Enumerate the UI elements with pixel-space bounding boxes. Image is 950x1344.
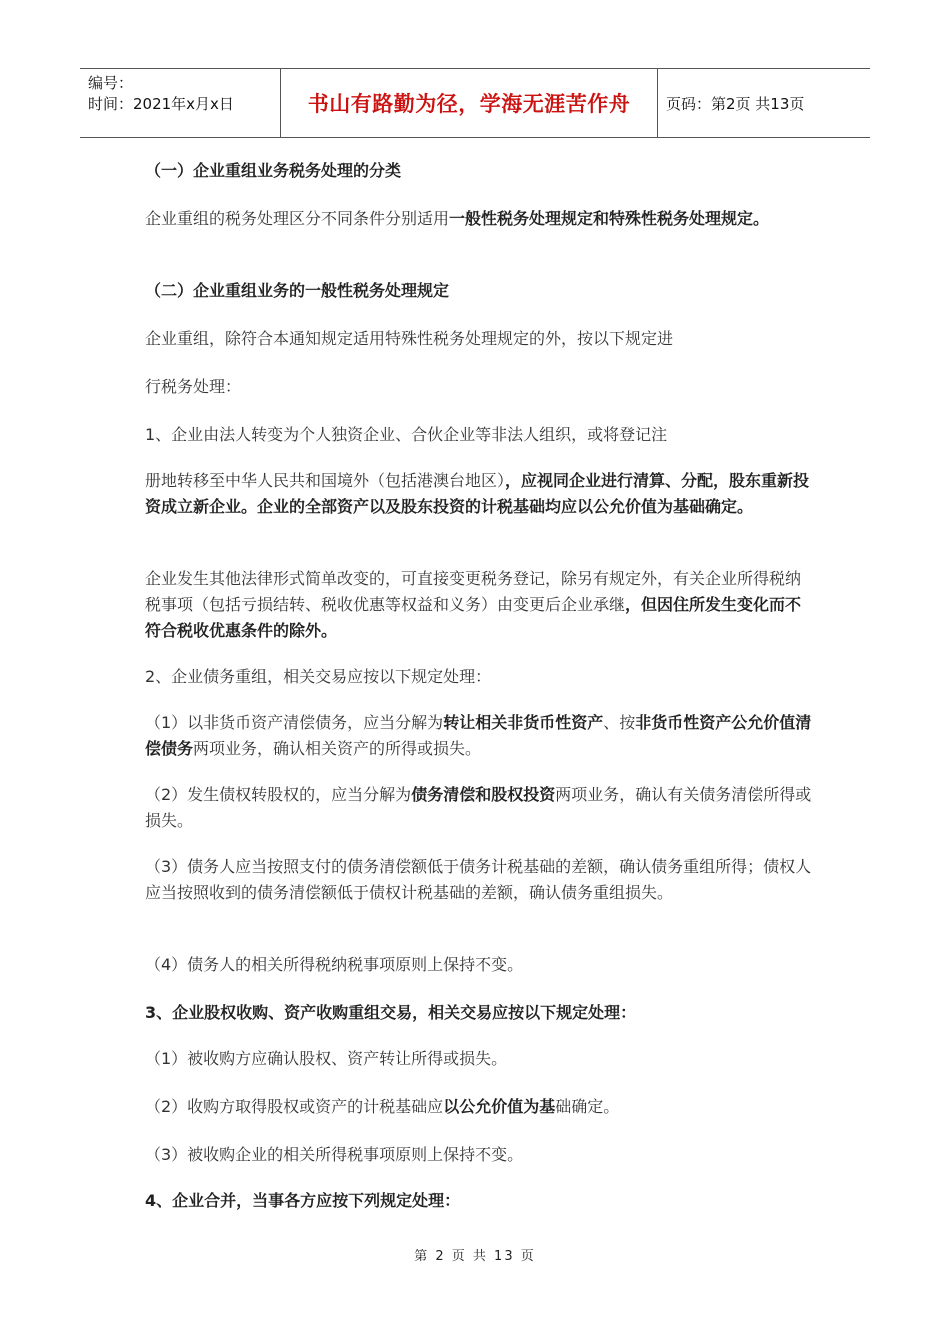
number-label: 编号： xyxy=(88,74,134,92)
text-segment: （3）被收购企业的相关所得税事项原则上保持不变。 xyxy=(145,1145,524,1164)
text-segment: 础确定。 xyxy=(555,1097,620,1116)
paragraph xyxy=(145,468,815,520)
text-segment: 、按 xyxy=(603,713,636,732)
text-segment: 企业重组的税务处理区分不同条件分别适用 xyxy=(145,209,450,228)
text-segment: 2、企业债务重组，相关交易应按以下规定处理： xyxy=(145,667,492,686)
paragraph xyxy=(145,158,815,184)
bold-text: ，但因住所发生变化而不符合税收优惠条件的除外。 xyxy=(145,595,802,640)
paragraph xyxy=(145,952,815,978)
paragraph xyxy=(145,374,815,400)
text-segment: （3）债务人应当按照支付的债务清偿额低于债务计税基础的差额，确认债务重组所得；债权人应当按照收到的债务清偿额低于债权计税基础的差额，确认债务重组损失。 xyxy=(145,857,812,902)
paragraph xyxy=(145,782,815,834)
text-segment: 册地转移至中华人民共和国境外（包括港澳台地区） xyxy=(145,471,506,490)
paragraph xyxy=(145,854,815,906)
bold-text: 债务清偿和股权投资 xyxy=(411,785,556,804)
text-segment: （4）债务人的相关所得税纳税事项原则上保持不变。 xyxy=(145,955,524,974)
paragraph xyxy=(145,326,815,352)
paragraph xyxy=(145,1094,815,1120)
paragraph xyxy=(145,1000,815,1026)
bold-text: ，应视同企业进行清算、分配，股东重新投资成立新企业。企业的全部资产以及股东投资的计税基础均应以公允价值为基础确定。 xyxy=(145,471,810,516)
bold-text: 以公允价值为基 xyxy=(443,1097,556,1116)
text-segment: （1）被收购方应确认股权、资产转让所得或损失。 xyxy=(145,1049,508,1068)
bold-text: （二）企业重组业务的一般性税务处理规定 xyxy=(145,281,450,300)
paragraph xyxy=(145,1188,815,1214)
motto: 书山有路勤为径，学海无涯苦作舟 xyxy=(307,92,631,116)
paragraph xyxy=(145,422,815,448)
text-segment: 企业重组，除符合本通知规定适用特殊性税务处理规定的外，按以下规定进 xyxy=(145,329,674,348)
text-segment: 行税务处理： xyxy=(145,377,242,396)
paragraph xyxy=(145,206,815,232)
text-segment: 1、企业由法人转变为个人独资企业、合伙企业等非法人组织，或将登记注 xyxy=(145,425,668,444)
paragraph xyxy=(145,566,815,644)
text-segment: 两项业务，确认相关资产的所得或损失。 xyxy=(193,739,482,758)
header-meta xyxy=(80,69,281,137)
text-segment: 两项业务，确认有关债务清偿所得或损失。 xyxy=(145,785,812,830)
time-label: 时间：2021年x月x日 xyxy=(88,95,234,113)
page-header xyxy=(80,68,870,138)
page-label: 页码：第2页 共13页 xyxy=(666,94,805,113)
paragraph xyxy=(145,710,815,762)
bold-text: 转让相关非货币性资产 xyxy=(443,713,604,732)
header-page-cell xyxy=(658,69,870,137)
text-segment: （2）发生债权转股权的，应当分解为 xyxy=(145,785,412,804)
text-segment: （2）收购方取得股权或资产的计税基础应 xyxy=(145,1097,444,1116)
paragraph xyxy=(145,664,815,690)
bold-text: 非货币性资产公允价值清偿债务 xyxy=(145,713,812,758)
paragraph xyxy=(145,278,815,304)
bold-text: 4、企业合并，当事各方应按下列规定处理： xyxy=(145,1191,461,1210)
bold-text: 一般性税务处理规定和特殊性税务处理规定。 xyxy=(449,209,770,228)
bold-text: （一）企业重组业务税务处理的分类 xyxy=(145,161,402,180)
header-motto-cell xyxy=(281,69,658,137)
bold-text: 3、企业股权收购、资产收购重组交易，相关交易应按以下规定处理： xyxy=(145,1003,637,1022)
text-segment: 企业发生其他法律形式简单改变的，可直接变更税务登记，除另有规定外，有关企业所得税纳税事项（包括亏损结转、税收优惠等权益和义务）由变更后企业承继 xyxy=(145,569,802,614)
text-segment: （1）以非货币资产清偿债务，应当分解为 xyxy=(145,713,444,732)
page-footer: 第 2 页 共 13 页 xyxy=(414,1249,536,1264)
paragraph xyxy=(145,1046,815,1072)
paragraph xyxy=(145,1142,815,1168)
